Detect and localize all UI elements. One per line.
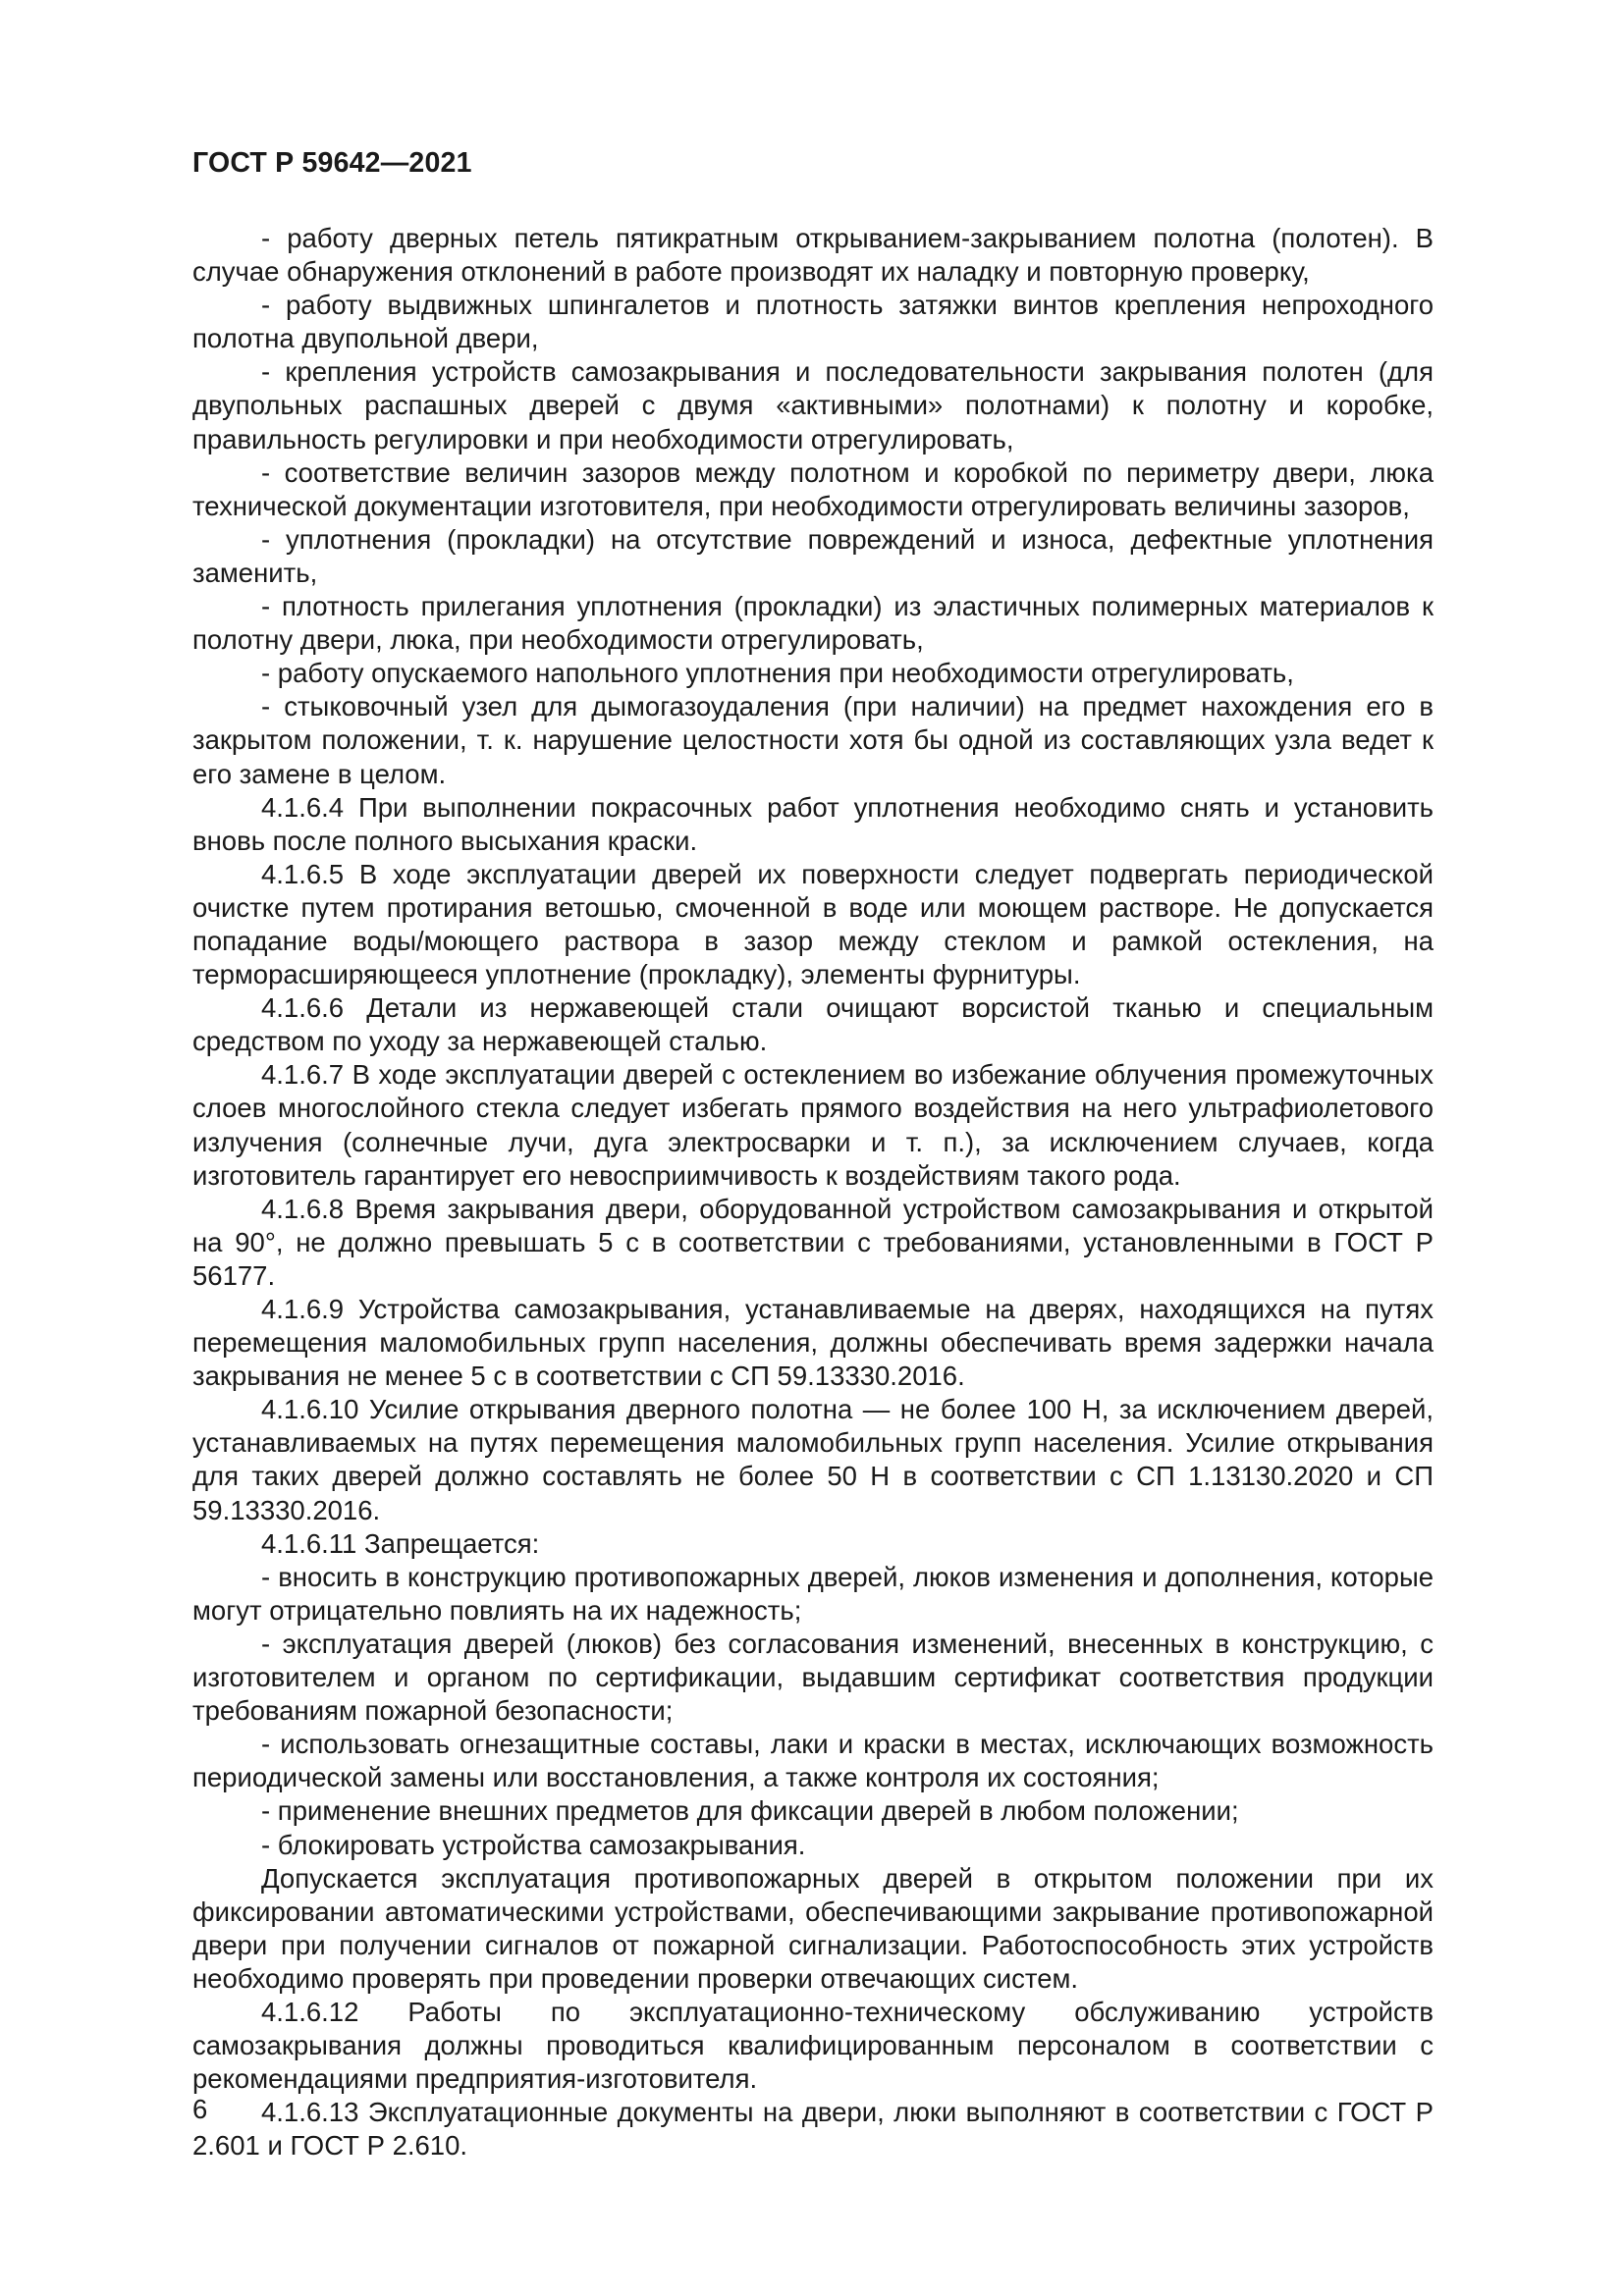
list-item: - уплотнения (прокладки) на отсутствие повреждений и износа, дефектные уплотнения заменить, <box>192 523 1434 588</box>
document-header: ГОСТ Р 59642—2021 <box>192 147 472 179</box>
list-item: - вносить в конструкцию противопожарных дверей, люков изменения и дополнения, которые могут отрицательно повлиять на их надежность; <box>192 1561 1434 1626</box>
clause-4-1-6-13: 4.1.6.13 Эксплуатационные документы на двери, люки выполняют в соответствии с ГОСТ Р 2.601 и ГОСТ Р 2.610. <box>192 2097 1434 2162</box>
list-item: - крепления устройств самозакрывания и последовательности закрывания полотен (для двупольных распашных дверей с двумя «активными» полотнами) к полотну и коробке, правильность регулировки и при необходимости отрегулировать, <box>192 356 1434 454</box>
clause-4-1-6-6: 4.1.6.6 Детали из нержавеющей стали очищают ворсистой тканью и специальным средством по уходу за нержавеющей сталью. <box>192 992 1434 1057</box>
clause-4-1-6-12: 4.1.6.12 Работы по эксплуатационно-техническому обслуживанию устройств самозакрывания должны проводиться квалифицированным персоналом в соответствии с рекомендациями предприятия-изготовителя. <box>192 1996 1434 2095</box>
paragraph: Допускается эксплуатация противопожарных дверей в открытом положении при их фиксировании автоматическими устройствами, обеспечивающими закрывание противопожарной двери при получении сигналов от пожарной сигнализации. Работоспособность этих устройств необходимо проверять при проведении проверки отвечающих систем. <box>192 1862 1434 1994</box>
list-item: - соответствие величин зазоров между полотном и коробкой по периметру двери, люка технической документации изготовителя, при необходимости отрегулировать величины зазоров, <box>192 456 1434 521</box>
list-item: - плотность прилегания уплотнения (прокладки) из эластичных полимерных материалов к полотну двери, люка, при необходимости отрегулировать, <box>192 591 1434 656</box>
list-item: - работу выдвижных шпингалетов и плотность затяжки винтов крепления непроходного полотна двупольной двери, <box>192 290 1434 354</box>
list-item: - работу дверных петель пятикратным открыванием-закрыванием полотна (полотен). В случае обнаружения отклонений в работе производят их наладку и повторную проверку, <box>192 223 1434 288</box>
list-item: - блокировать устройства самозакрывания. <box>261 1829 806 1860</box>
list-item: - стыковочный узел для дымогазоудаления (при наличии) на предмет нахождения его в закрытом положении, т. к. нарушение целостности хотя бы одной из составляющих узла ведет к его замене в целом. <box>192 691 1434 789</box>
clause-4-1-6-5: 4.1.6.5 В ходе эксплуатации дверей их поверхности следует подвергать периодической очистке путем протирания ветошью, смоченной в воде или моющем растворе. Не допускается попадание воды/моющего раствора в зазор между стеклом и рамкой остекления, на терморасширяющееся уплотнение (прокладку), элементы фурнитуры. <box>192 858 1434 990</box>
page-number: 6 <box>192 2094 208 2124</box>
clause-4-1-6-11: 4.1.6.11 Запрещается: <box>261 1527 540 1559</box>
clause-4-1-6-8: 4.1.6.8 Время закрывания двери, оборудованной устройством самозакрывания и открытой на 90°, не должно превышать 5 с в соответствии с требованиями, установленными в ГОСТ Р 56177. <box>192 1193 1434 1291</box>
list-item: - эксплуатация дверей (люков) без согласования изменений, внесенных в конструкцию, с изготовителем и органом по сертификации, выдавшим сертификат соответствия продукции требованиям пожарной безопасности; <box>192 1628 1434 1727</box>
clause-4-1-6-9: 4.1.6.9 Устройства самозакрывания, устанавливаемые на дверях, находящихся на путях перемещения маломобильных групп населения, должны обеспечивать время задержки начала закрывания не менее 5 с в соответствии с СП 59.13330.2016. <box>192 1294 1434 1392</box>
list-item: - работу опускаемого напольного уплотнения при необходимости отрегулировать, <box>261 658 1294 689</box>
list-item: - использовать огнезащитные составы, лаки и краски в местах, исключающих возможность периодической замены или восстановления, а также контроля их состояния; <box>192 1729 1434 1793</box>
clause-4-1-6-4: 4.1.6.4 При выполнении покрасочных работ уплотнения необходимо снять и установить вновь после полного высыхания краски. <box>192 791 1434 856</box>
clause-4-1-6-7: 4.1.6.7 В ходе эксплуатации дверей с остеклением во избежание облучения промежуточных слоев многослойного стекла следует избегать прямого воздействия на него ультрафиолетового излучения (солнечные лучи, дуга электросварки и т. п.), за исключением случаев, когда изготовитель гарантирует его невосприимчивость к воздействиям такого рода. <box>192 1059 1434 1191</box>
document-body <box>192 222 1434 2163</box>
clause-4-1-6-10: 4.1.6.10 Усилие открывания дверного полотна — не более 100 Н, за исключением дверей, устанавливаемых на путях перемещения маломобильных групп населения. Усилие открывания для таких дверей должно составлять не более 50 Н в соответствии с СП 1.13130.2020 и СП 59.13330.2016. <box>192 1394 1434 1525</box>
list-item: - применение внешних предметов для фиксации дверей в любом положении; <box>261 1795 1239 1827</box>
